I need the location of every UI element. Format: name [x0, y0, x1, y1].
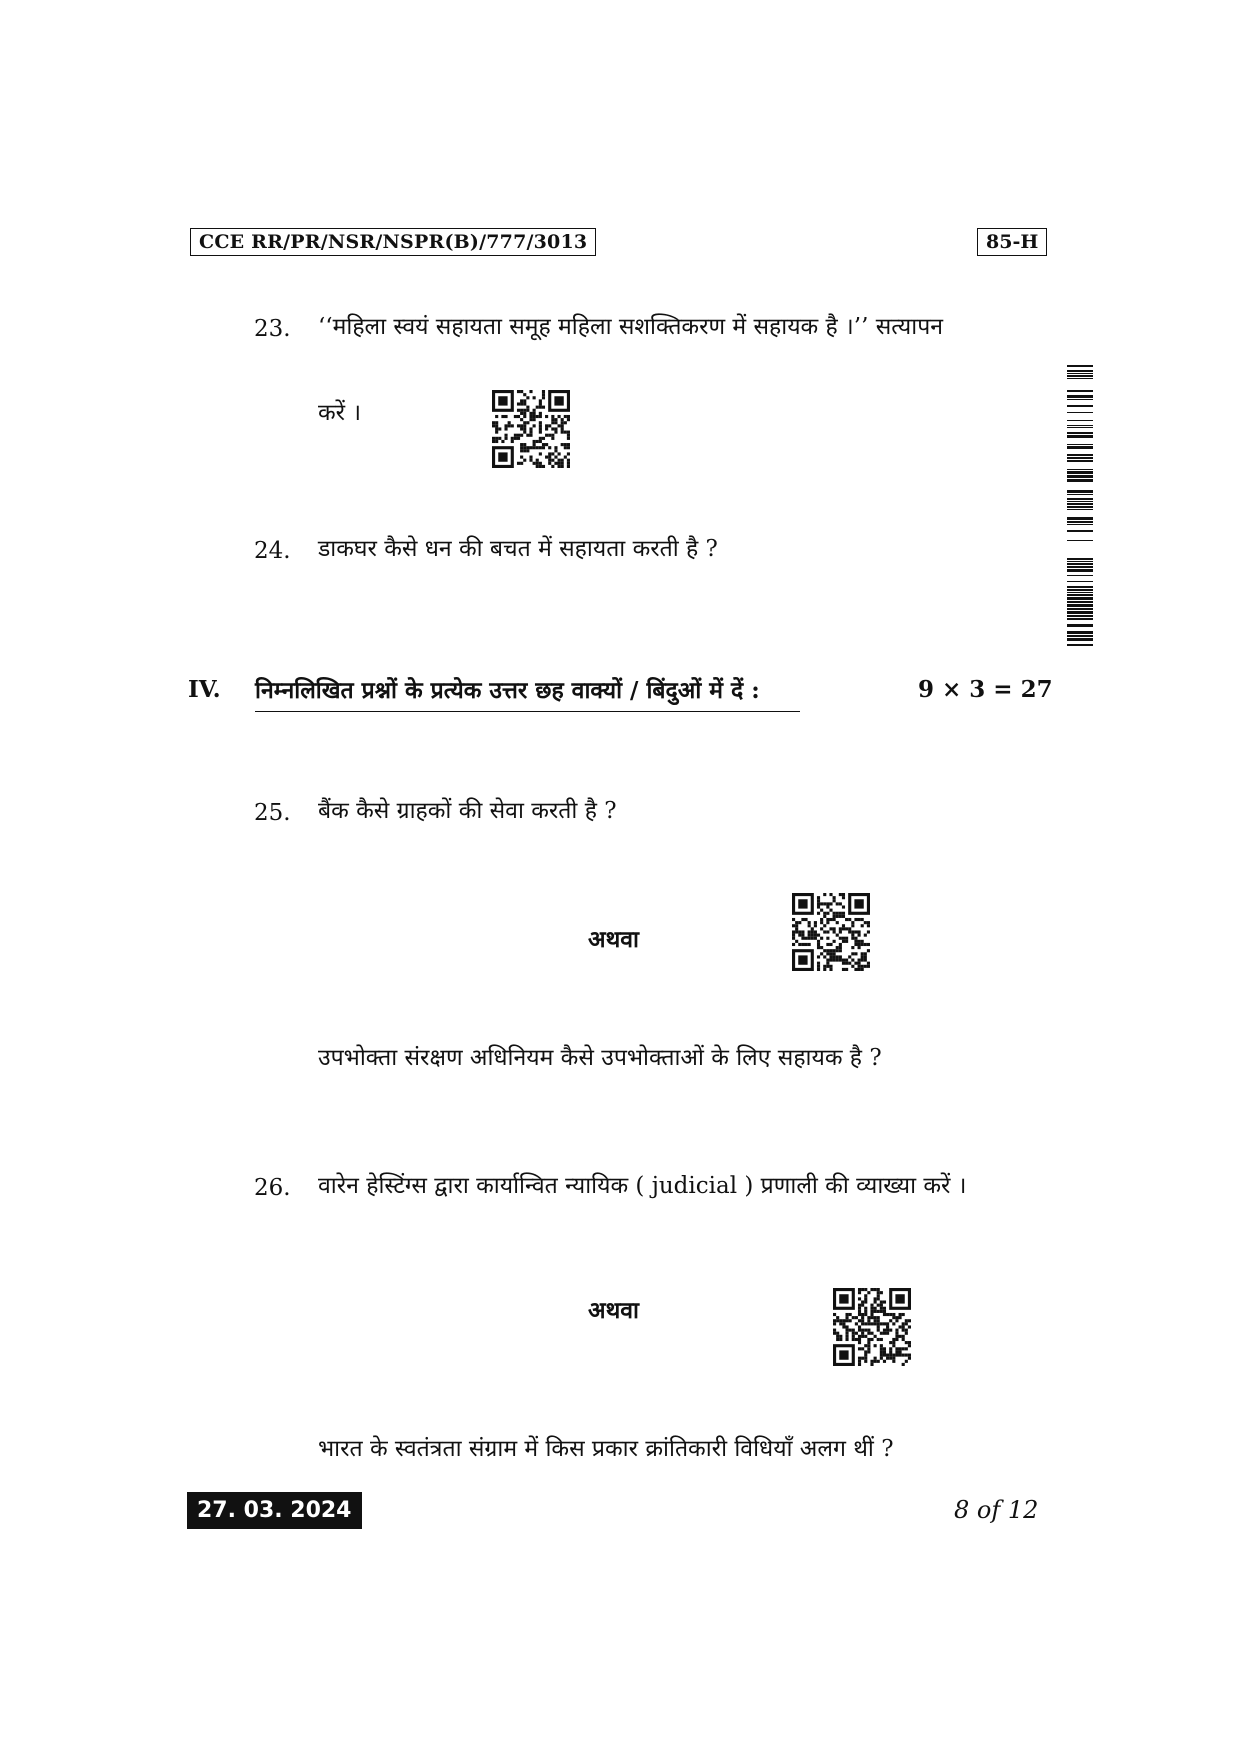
question-23-text-line2: करें ।: [318, 400, 362, 426]
question-25-text: बैंक कैसे ग्राहकों की सेवा करती है ?: [318, 798, 617, 824]
or-label-26: अथवा: [588, 1297, 640, 1324]
section-instruction: निम्नलिखित प्रश्नों के प्रत्येक उत्तर छह वाक्यों / बिंदुओं में दें :: [255, 673, 800, 712]
question-24-text: डाकघर कैसे धन की बचत में सहायता करती है ?: [318, 536, 718, 562]
question-23-number: 23.: [254, 316, 291, 342]
section-number: IV.: [188, 676, 221, 703]
qr-code-question-23: [492, 390, 570, 468]
exam-code: CCE RR/PR/NSR/NSPR(B)/777/3013: [190, 228, 596, 256]
question-25-alternative: उपभोक्ता संरक्षण अधिनियम कैसे उपभोक्ताओं के लिए सहायक है ?: [318, 1045, 882, 1071]
question-26-alternative: भारत के स्वतंत्रता संग्राम में किस प्रकार क्रांतिकारी विधियाँ अलग थीं ?: [318, 1436, 894, 1462]
paper-code: 85-H: [977, 228, 1047, 256]
question-23-text-line1: ‘‘महिला स्वयं सहायता समूह महिला सशक्तिकरण में सहायक है ।’’ सत्यापन: [318, 314, 944, 340]
question-26-number: 26.: [254, 1175, 291, 1201]
question-26-text: वारेन हेस्टिंग्स द्वारा कार्यान्वित न्यायिक ( judicial ) प्रणाली की व्याख्या करें ।: [318, 1173, 967, 1199]
qr-code-question-26: [833, 1288, 911, 1366]
question-24-number: 24.: [254, 538, 291, 564]
barcode: [1067, 365, 1093, 647]
page-number: 8 of 12: [954, 1496, 1039, 1524]
or-label-25: अथवा: [588, 926, 640, 953]
exam-date: 27. 03. 2024: [187, 1492, 362, 1529]
section-marks: 9 × 3 = 27: [918, 676, 1053, 703]
qr-code-question-25: [792, 893, 870, 971]
question-25-number: 25.: [254, 800, 291, 826]
